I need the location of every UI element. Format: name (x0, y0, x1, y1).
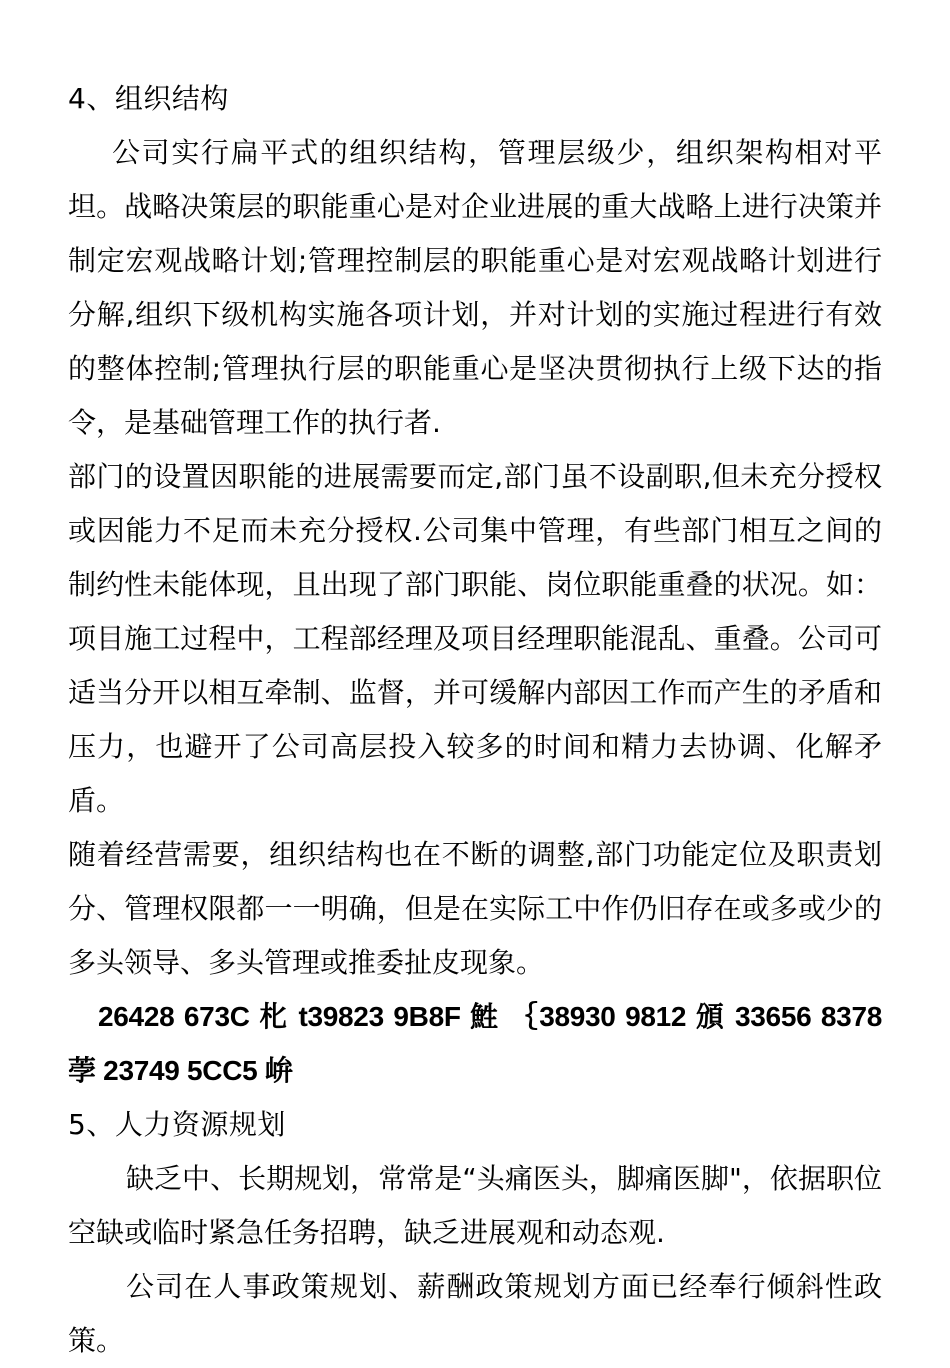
section-heading-organization: 4、组织结构 (68, 82, 229, 115)
paragraph-structure-adjustment: 随着经营需要，组织结构也在不断的调整,部门功能定位及职责划分、管理权限都一一明确，但是在实际工中作仍旧存在或多或少的多头领导、多头管理或推委扯皮现象。 (68, 838, 882, 979)
paragraph-lack-planning: 缺乏中、长期规划，常常是“头痛医头，脚痛医脚"，依据职位空缺或临时紧急任务招聘，缺乏进展观和动态观. (68, 1162, 882, 1249)
encoded-text-line: 26428 673C 朼 t39823 9B8F 鮏 ｛38930 9812 頒 33656 8378 荸 23749 5CC5 峅 (68, 1001, 882, 1086)
paragraph-flat-structure: 公司实行扁平式的组织结构，管理层级少，组织架构相对平坦。战略决策层的职能重心是对企业进展的重大战略上进行决策并制定宏观战略计划;管理控制层的职能重心是对宏观战略计划进行分解,组织下级机构实施各项计划，并对计划的实施过程进行有效的整体控制;管理执行层的职能重心是坚决贯彻执行上级下达的指令，是基础管理工作的执行者. (68, 136, 882, 439)
document-body (68, 72, 882, 1368)
paragraph-policy-planning: 公司在人事政策规划、薪酬政策规划方面已经奉行倾斜性政策。 (68, 1270, 882, 1357)
section-heading-hr-planning: 5、人力资源规划 (68, 1108, 286, 1141)
paragraph-department-setup: 部门的设置因职能的进展需要而定,部门虽不设副职,但未充分授权或因能力不足而未充分授权.公司集中管理，有些部门相互之间的制约性未能体现，且出现了部门职能、岗位职能重叠的状况。如：项目施工过程中，工程部经理及项目经理职能混乱、重叠。公司可适当分开以相互牵制、监督，并可缓解内部因工作而产生的矛盾和压力，也避开了公司高层投入较多的时间和精力去协调、化解矛盾。 (68, 460, 882, 817)
